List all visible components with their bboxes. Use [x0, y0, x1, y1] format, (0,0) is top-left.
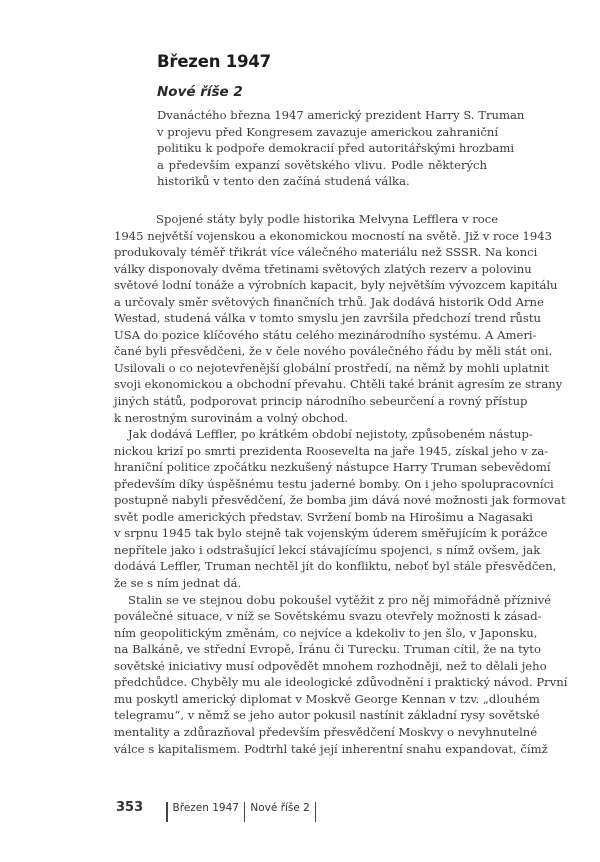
body-line: svoji ekonomickou a obchodní převahu. Chtěli také bránit agresím ze strany — [114, 377, 563, 392]
body-line: války disponovaly dvěma třetinami světových zlatých rezerv a polovinu — [114, 261, 532, 276]
body-line: nepřítele jako i odstrašující lekcí stávajícímu spojenci, s nímž ovšem, jak — [114, 542, 541, 557]
body-line: světové lodní tonáže a výrobních kapacit, byly největším vývozcem kapitálu — [114, 278, 558, 293]
intro-line: historiků v tento den začíná studená válka. — [157, 174, 410, 189]
body-line: Jak dodává Leffler, po krátkém období nejistoty, způsobeném nástup- — [128, 427, 533, 442]
chapter-title: Březen 1947 — [157, 52, 271, 71]
body-line: dodává Leffler, Truman nechtěl jít do konfliktu, neboť byl stále přesvědčen, — [114, 559, 557, 574]
body-line: 1945 největší vojenskou a ekonomickou mocností na světě. Již v roce 1943 — [114, 228, 553, 243]
body-line: telegramu“, v němž se jeho autor pokusil nastínit základní rysy sovětské — [114, 708, 540, 723]
body-line: nickou krizí po smrti prezidenta Roosevelta na jaře 1945, získal jeho v za- — [114, 443, 549, 458]
body-line: čané byli přesvědčeni, že v čele nového poválečného řádu by měli stát oni. — [114, 344, 553, 359]
footer-divider — [244, 802, 245, 822]
body-line: produkovaly téměř třikrát více válečného materiálu než SSSR. Na konci — [114, 245, 538, 260]
footer-divider — [315, 802, 316, 822]
page-number: 353 — [116, 800, 144, 815]
body-line: poválečné situace, v níž se Sovětskému svazu otevřely možnosti k zásad- — [114, 609, 542, 624]
intro-paragraph — [157, 107, 525, 190]
body-line: mu poskytl americký diplomat v Moskvě George Kennan v tzv. „dlouhém — [114, 691, 540, 706]
body-line: válce s kapitalismem. Podtrhl také její inherentní snahu expandovat, čímž — [114, 741, 548, 756]
body-line: především díky úspěšnému testu jaderné bomby. On i jeho spolupracovníci — [114, 476, 554, 491]
body-line: mentality a zdůrazňoval především přesvědčení Moskvy o nevyhnutelné — [114, 724, 538, 739]
running-subtitle: Nové říše 2 — [250, 802, 310, 814]
body-line: na Balkáně, ve střední Evropě, Íránu či Turecku. Truman cítil, že na tyto — [114, 642, 541, 657]
body-text — [114, 211, 568, 757]
body-line: USA do pozice klíčového státu celého mezinárodního systému. A Ameri- — [114, 327, 537, 342]
body-line: Stalin se ve stejnou dobu pokoušel vytěžit z pro něj mimořádně příznivé — [128, 592, 552, 607]
chapter-subtitle: Nové říše 2 — [157, 84, 243, 100]
body-line: že se s ním jednat dá. — [114, 576, 242, 591]
body-line: k nerostným surovinám a volný obchod. — [114, 410, 349, 425]
body-line: sovětské iniciativy musí odpovědět mnohem rozhodněji, než to dělali jeho — [114, 658, 547, 673]
footer-divider — [166, 802, 167, 822]
body-line: ním geopolitickým změnám, co nejvíce a kdekoliv to jen šlo, v Japonsku, — [114, 625, 538, 640]
running-title: Březen 1947 — [172, 802, 239, 814]
body-line: Spojené státy byly podle historika Melvyna Lefflera v roce — [156, 212, 499, 226]
intro-line: a především expanzí sovětského vlivu. Podle některých — [157, 157, 487, 172]
body-line: Westad, studená válka v tomto smyslu jen završila předchozí trend růstu — [114, 311, 541, 326]
intro-line: Dvanáctého března 1947 americký prezident Harry S. Truman — [157, 108, 525, 122]
intro-line: v projevu před Kongresem zavazuje americkou zahraniční — [157, 124, 499, 139]
body-line: v srpnu 1945 tak bylo stejně tak vojenským úderem směřujícím k porážce — [114, 526, 548, 541]
body-line: jiných států, podporovat princip národního sebeurčení a rovný přístup — [114, 394, 528, 409]
body-line: svět podle amerických představ. Svržení bomb na Hirošimu a Nagasaki — [114, 509, 533, 524]
body-line: a určovaly směr světových finančních trhů. Jak dodává historik Odd Arne — [114, 294, 544, 309]
body-line: hraniční politice zpočátku nezkušený nástupce Harry Truman sebevědomí — [114, 460, 551, 475]
body-line: Usilovali o co nejotevřenější globální prostředí, na němž by mohli uplatnit — [114, 360, 549, 375]
intro-line: politiku k podpoře demokracií před autoritářskými hrozbami — [157, 141, 515, 156]
page-footer — [116, 800, 321, 822]
body-line: předchůdce. Chyběly mu ale ideologické zdůvodnění i praktický návod. První — [114, 675, 568, 690]
body-line: postupně nabyli přesvědčení, že bomba jim dává nové možnosti jak formovat — [114, 493, 566, 508]
